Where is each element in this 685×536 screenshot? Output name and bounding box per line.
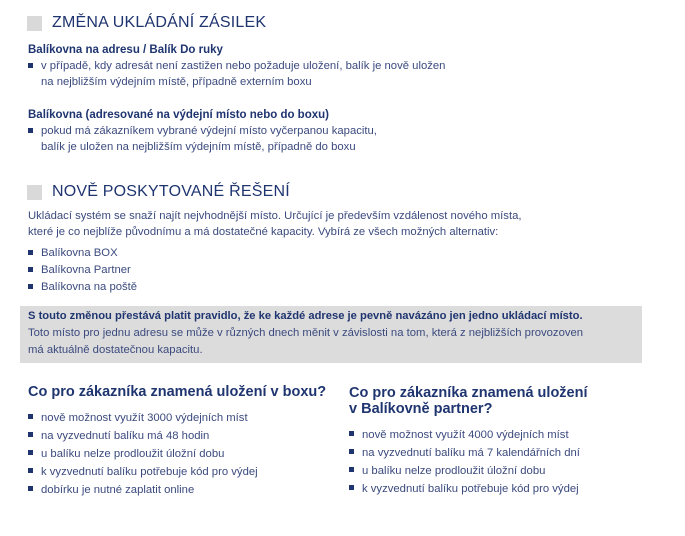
- partner-column-title: v Balíkovně partner?: [349, 401, 493, 417]
- section-header: [27, 182, 642, 202]
- alternatives-list: [28, 245, 642, 296]
- list-item: dobírku je nutné zaplatit online: [27, 481, 349, 499]
- columns: [28, 384, 642, 499]
- list-item: u balíku nelze prodloužit úložní dobu: [27, 445, 349, 463]
- section-marker: [27, 185, 42, 200]
- subheading: Balíkovna (adresované na výdejní místo nebo do boxu): [28, 109, 329, 121]
- list-item: pokud má zákazníkem vybrané výdejní místo vyčerpanou kapacitu,: [27, 123, 642, 139]
- list-item: k vyzvednutí balíku potřebuje kód pro výdej: [348, 480, 588, 498]
- section-title: ZMĚNA UKLÁDÁNÍ ZÁSILEK: [52, 14, 267, 31]
- box-column-title: Co pro zákazníka znamená uložení v boxu?: [28, 384, 327, 400]
- list-item: k vyzvednutí balíku potřebuje kód pro výdej: [27, 463, 349, 481]
- section-header: [27, 13, 642, 33]
- intro-line: které je co nejblíže původnímu a má dostatečné kapacity. Vybírá ze všech možných alternativ:: [28, 226, 499, 238]
- list-item: Balíkovna BOX: [27, 245, 642, 262]
- notice-box: [20, 306, 642, 363]
- list-item-cont: na nejbližším výdejním místě, případně externím boxu: [41, 76, 312, 88]
- notice-bold: S touto změnou přestává platit pravidlo, že ke každé adrese je pevně navázáno jen jedno ukládací místo.: [28, 310, 583, 322]
- box-column: [28, 384, 349, 499]
- list-item-cont: balík je uložen na nejbližším výdejním místě, případně do boxu: [41, 141, 356, 153]
- intro-line: Ukládací systém se snaží najít nejvhodnější místo. Určující je především vzdálenost nového místa,: [28, 210, 522, 222]
- section-marker: [27, 16, 42, 31]
- section-title: NOVĚ POSKYTOVANÉ ŘEŠENÍ: [52, 183, 290, 200]
- notice-line: Toto místo pro jednu adresu se může v různých dnech měnit v závislosti na tom, která z nejbližších provozoven: [28, 327, 584, 339]
- notice-line: má aktuálně dostatečnou kapacitu.: [28, 344, 203, 356]
- list-item: nově možnost využít 4000 výdejních míst: [348, 426, 588, 444]
- list-item: na vyzvednutí balíku má 48 hodin: [27, 427, 349, 445]
- partner-column-title: Co pro zákazníka znamená uložení: [349, 385, 588, 401]
- list-item: nově možnost využít 3000 výdejních míst: [27, 409, 349, 427]
- list-item: u balíku nelze prodloužit úložní dobu: [348, 462, 588, 480]
- list-item: Balíkovna na poště: [27, 279, 642, 296]
- list-item: v případě, kdy adresát není zastižen nebo požaduje uložení, balík je nově uložen: [27, 58, 642, 74]
- list-item: Balíkovna Partner: [27, 262, 642, 279]
- subheading: Balíkovna na adresu / Balík Do ruky: [28, 44, 223, 56]
- partner-column: [349, 384, 588, 499]
- list-item: na vyzvednutí balíku má 7 kalendářních dní: [348, 444, 588, 462]
